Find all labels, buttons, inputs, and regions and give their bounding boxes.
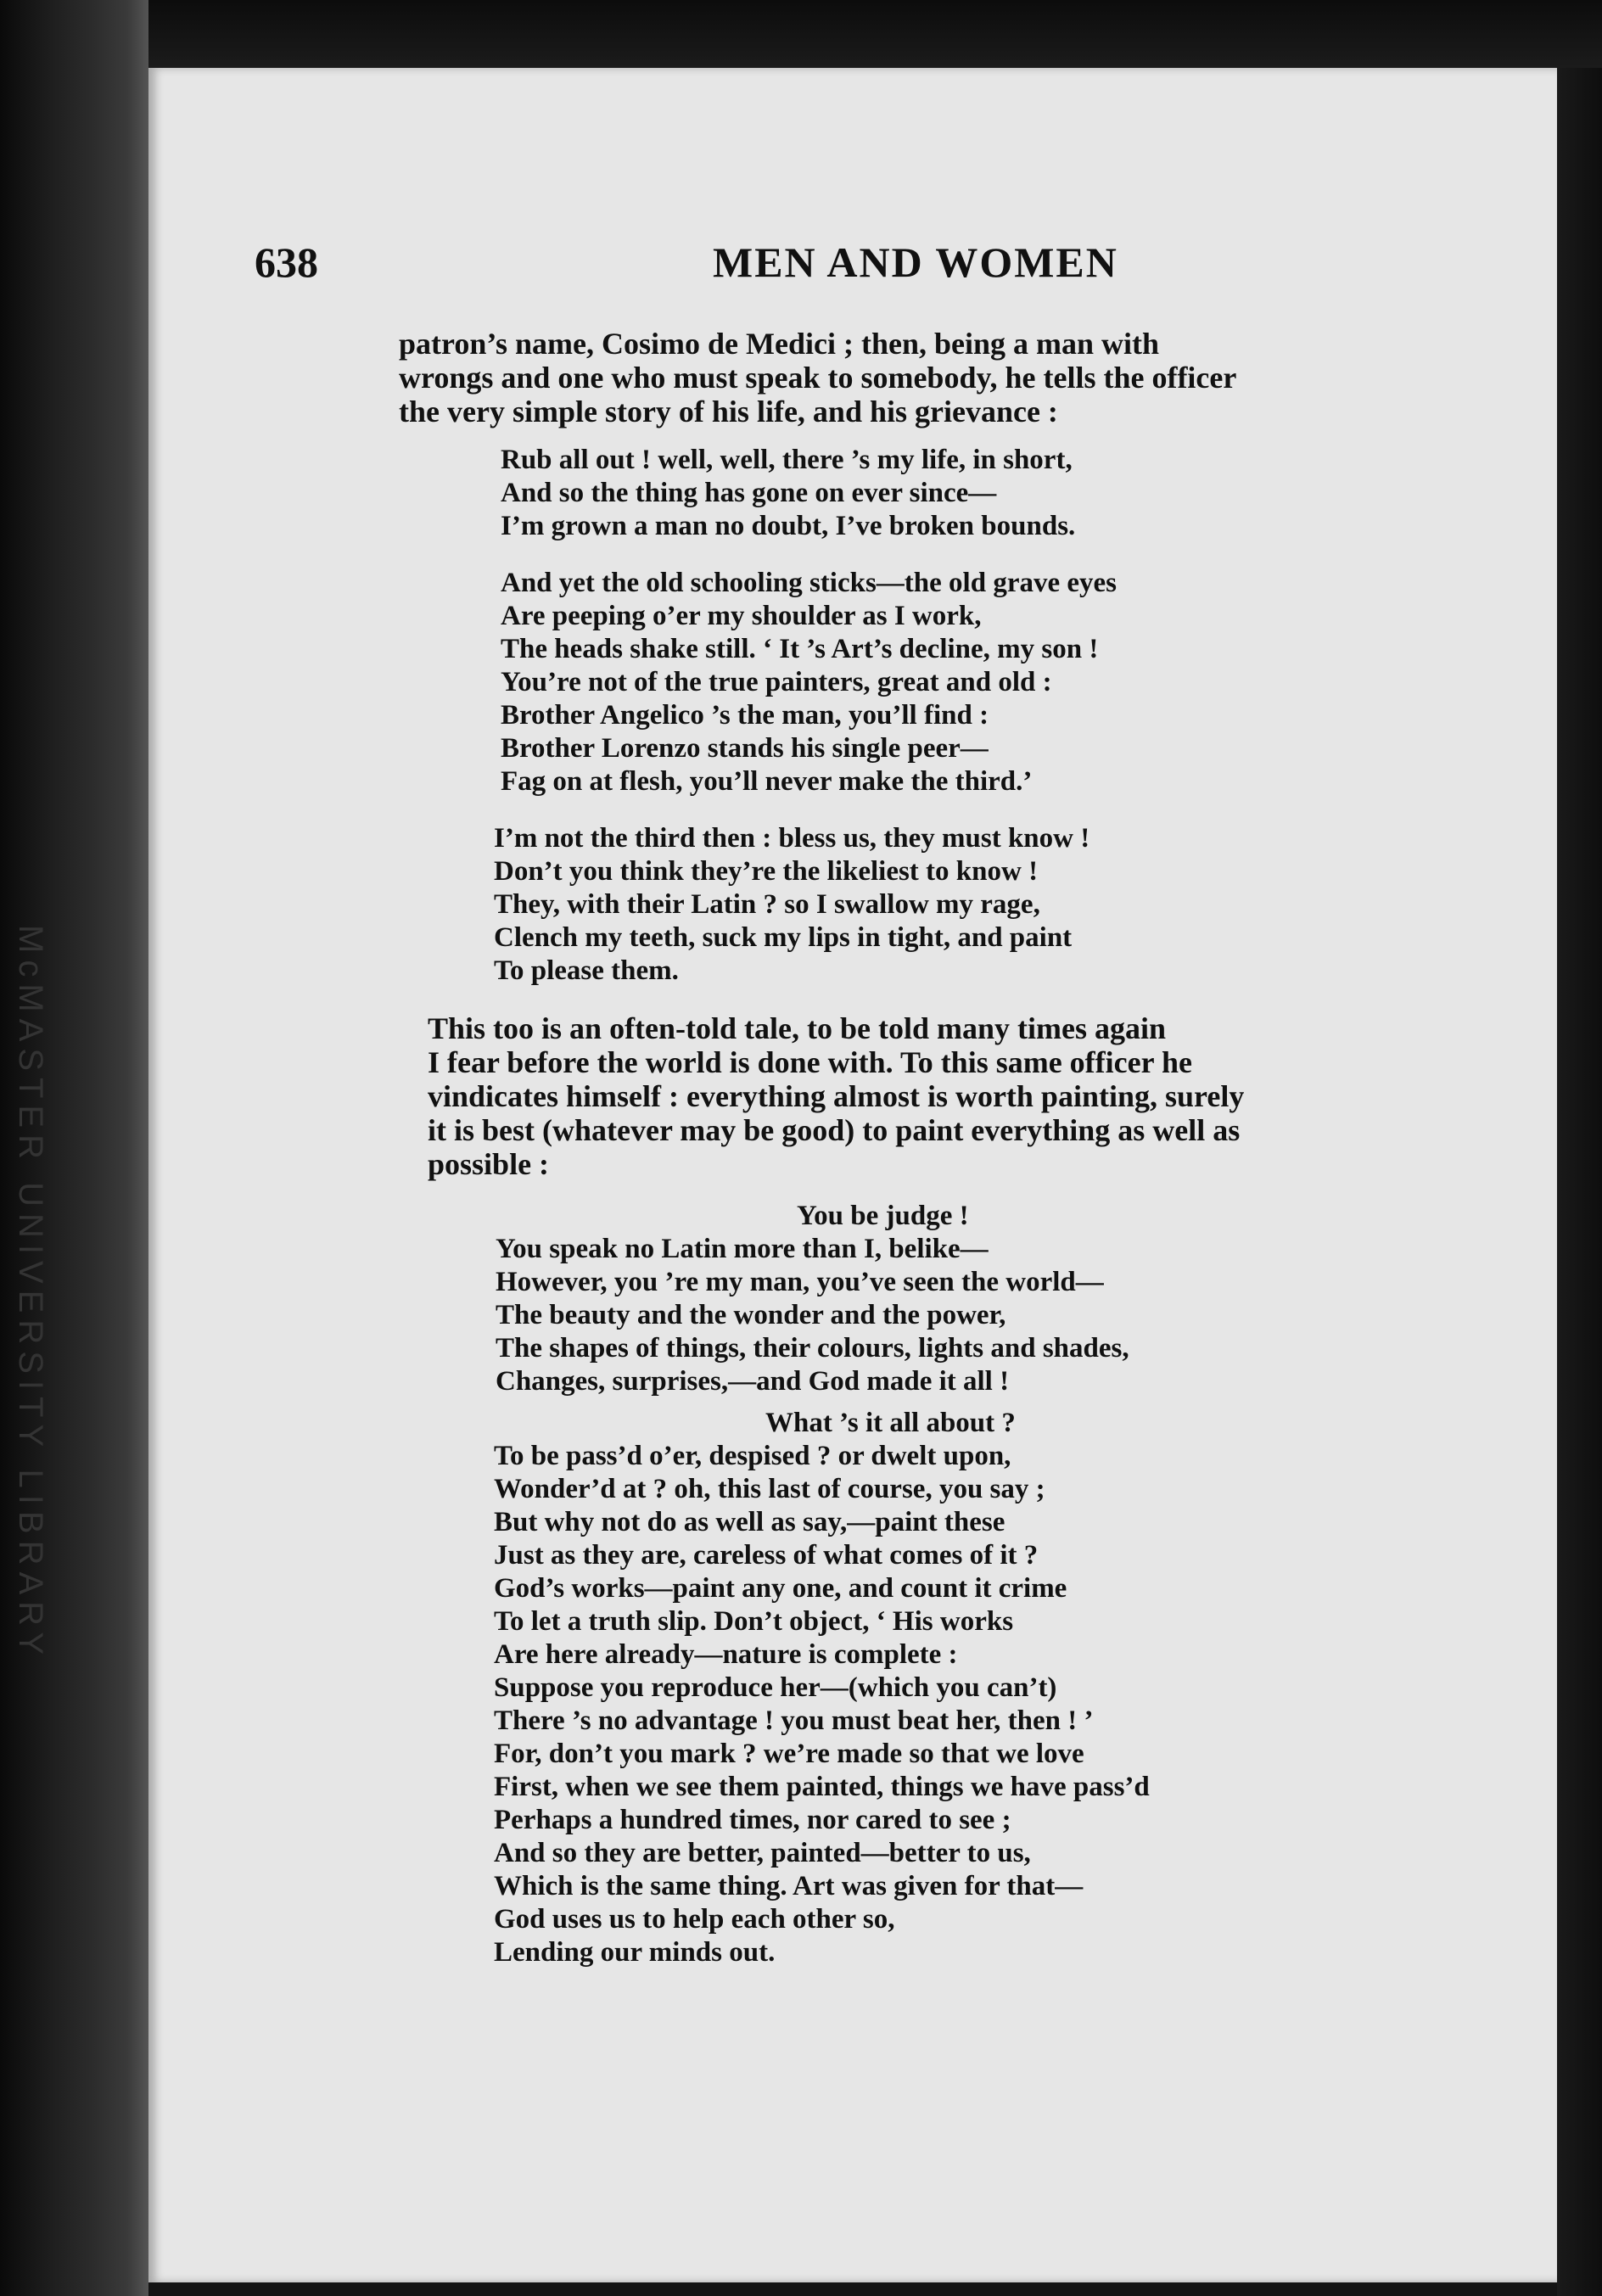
verse-stanza-5 — [494, 1407, 1417, 1969]
verse-line: What ’s it all about ? — [765, 1408, 1016, 1438]
verse-line: To please them. — [494, 955, 679, 986]
verse-line: Are peeping o’er my shoulder as I work, — [501, 601, 982, 631]
scan-top-border — [0, 0, 1602, 76]
verse-line: Rub all out ! well, well, there ’s my life, in short, — [501, 445, 1073, 475]
paragraph-2 — [394, 1011, 1412, 1181]
verse-line: Wonder’d at ? oh, this last of course, you say ; — [494, 1474, 1045, 1504]
verse-line: The heads shake still. ‘ It ’s Art’s decline, my son ! — [501, 634, 1099, 664]
verse-line: I’m not the third then : bless us, they must know ! — [494, 823, 1090, 854]
page-number: 638 — [255, 238, 318, 286]
verse-line: Just as they are, careless of what comes of it ? — [494, 1540, 1039, 1571]
verse-line: They, with their Latin ? so I swallow my rage, — [494, 889, 1040, 920]
verse-line: To be pass’d o’er, despised ? or dwelt upon, — [494, 1441, 1011, 1471]
verse-line: Changes, surprises,—and God made it all ! — [496, 1366, 1010, 1397]
verse-line: And so they are better, painted—better to us, — [494, 1838, 1031, 1868]
verse-line: Are here already—nature is complete : — [494, 1639, 958, 1670]
prose-line: the very simple story of his life, and his grievance : — [399, 395, 1058, 428]
prose-line: I fear before the world is done with. To this same officer he — [428, 1045, 1192, 1079]
verse-line: Brother Lorenzo stands his single peer— — [501, 733, 989, 764]
verse-line: For, don’t you mark ? we’re made so that we love — [494, 1739, 1084, 1769]
verse-line: There ’s no advantage ! you must beat her, then ! ’ — [494, 1705, 1094, 1736]
verse-line: To let a truth slip. Don’t object, ‘ His works — [494, 1606, 1014, 1637]
verse-line: Fag on at flesh, you’ll never make the third.’ — [501, 766, 1033, 797]
verse-line: You speak no Latin more than I, belike— — [496, 1234, 989, 1264]
verse-line: And so the thing has gone on ever since— — [501, 478, 997, 508]
verse-line: Lending our minds out. — [494, 1937, 776, 1968]
verse-line: You be judge ! — [797, 1201, 969, 1231]
page-body — [399, 327, 1417, 1976]
running-title: MEN AND WOMEN — [713, 238, 1118, 286]
verse-line: The beauty and the wonder and the power, — [496, 1300, 1006, 1330]
verse-stanza-1 — [501, 444, 1417, 543]
verse-line: And yet the old schooling sticks—the old grave eyes — [501, 568, 1117, 598]
library-stamp-text: McMASTER UNIVERSITY LIBRARY — [12, 925, 49, 1661]
verse-line: You’re not of the true painters, great and old : — [501, 667, 1052, 697]
prose-line: it is best (whatever may be good) to paint everything as well as — [428, 1113, 1241, 1147]
prose-line: wrongs and one who must speak to somebody, he tells the officer — [399, 361, 1237, 395]
paragraph-1 — [399, 327, 1417, 428]
verse-line: Perhaps a hundred times, nor cared to see ; — [494, 1805, 1011, 1835]
verse-line: However, you ’re my man, you’ve seen the world— — [496, 1267, 1104, 1297]
verse-stanza-2 — [501, 567, 1417, 798]
facing-page-edge — [1557, 68, 1602, 2296]
prose-line: patron’s name, Cosimo de Medici ; then, being a man with — [399, 327, 1160, 361]
verse-stanza-4 — [496, 1200, 1417, 1398]
verse-line: God uses us to help each other so, — [494, 1904, 895, 1935]
verse-line: The shapes of things, their colours, lights and shades, — [496, 1333, 1129, 1364]
verse-line: First, when we see them painted, things we have pass’d — [494, 1772, 1150, 1802]
verse-line: Which is the same thing. Art was given for that— — [494, 1871, 1084, 1901]
verse-line: I’m grown a man no doubt, I’ve broken bounds. — [501, 511, 1076, 541]
verse-line: Clench my teeth, suck my lips in tight, and paint — [494, 922, 1073, 953]
prose-line: This too is an often-told tale, to be told many times again — [428, 1011, 1167, 1045]
verse-line: Don’t you think they’re the likeliest to know ! — [494, 856, 1039, 887]
verse-line: God’s works—paint any one, and count it crime — [494, 1573, 1067, 1604]
prose-line: vindicates himself : everything almost is worth painting, surely — [428, 1079, 1245, 1113]
prose-line: possible : — [428, 1147, 550, 1181]
verse-stanza-3 — [494, 822, 1417, 988]
verse-line: But why not do as well as say,—paint these — [494, 1507, 1005, 1537]
verse-line: Brother Angelico ’s the man, you’ll find : — [501, 700, 989, 731]
verse-line: Suppose you reproduce her—(which you can’t) — [494, 1672, 1057, 1703]
